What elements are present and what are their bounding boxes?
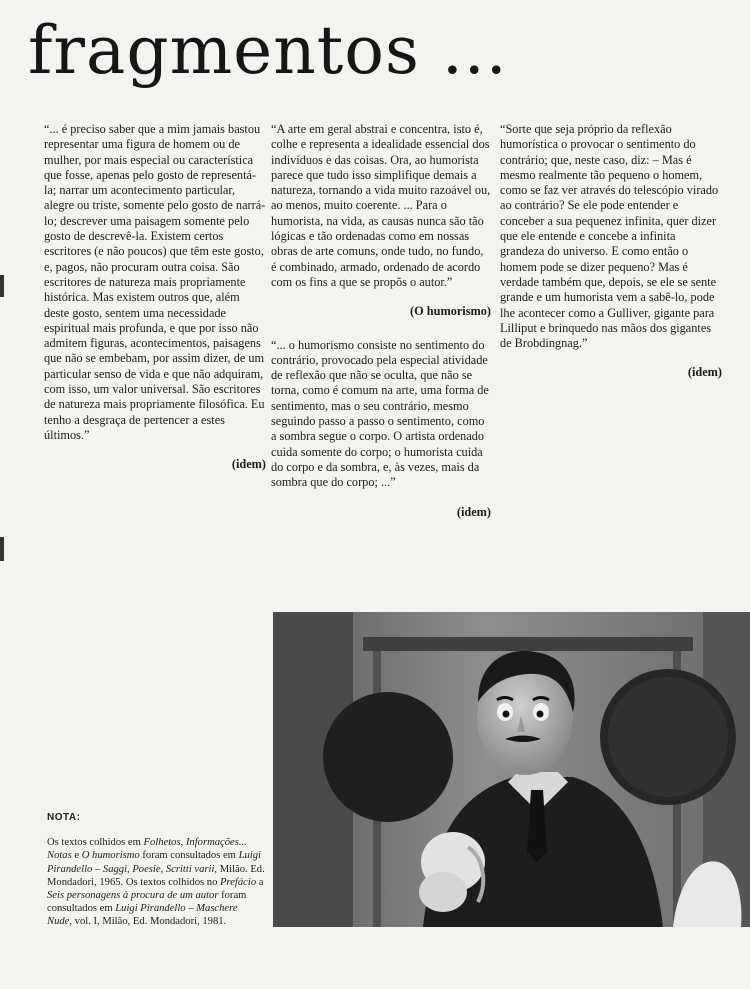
- quote-source: (idem): [231, 457, 266, 472]
- note-block: [47, 811, 265, 929]
- binder-mark: [0, 537, 4, 561]
- quote-source: (O humorismo): [410, 304, 491, 319]
- page-title: fragmentos ...: [28, 12, 508, 89]
- note-heading: NOTA:: [47, 812, 81, 823]
- quote-text: “A arte em geral abstrai e concentra, isto é, colhe e representa a idealidade essencial dos indivíduos e das coisas. Ora, ao humorista parece que tudo isso simplifique demais a natureza, tornando a vida muito razoável ou, ao menos, muito coerente. ... Para o humorista, na vida, as causas nunca são tão lógicas e tão ordenadas como em nossas obras de arte comuns, onde tudo, no fundo, é combinado, armado, ordenado de acordo com os fins a que se propõs o autor.”: [271, 122, 491, 289]
- column-1: [44, 122, 266, 473]
- quote-text: “... é preciso saber que a mim jamais bastou representar uma figura de homem ou de mulher, por mais especial ou característica que fosse, apenas pelo gosto de representá-la; narrar um acontecimento particular, alegre ou triste, somente pelo gosto de narrá-lo; descrever uma paisagem somente pelo gosto de descrevê-la. Existem certos escritores (e não poucos) que têm este gosto, e, pagos, não procuram outra coisa. São escritores de natureza mais propriamente histórica. Mas existem outros que, além deste gosto, sentem uma necessidade espiritual mais profunda, e que por isso não admitem figuras, acontecimentos, paisagens que não se embebam, por assim dizer, de um particular senso de vida e que não adquiram, com isso, um valor universal. São escritores de natureza mais propriamente filosófica. Eu tenho a desgraça de pertencer a estes últimos.”: [44, 122, 266, 442]
- quote-source: (idem): [687, 365, 722, 380]
- quote-text: “Sorte que seja próprio da reflexão humorística o provocar o sentimento do contrário; que, neste caso, diz: – Mas é mesmo realmente tão pequeno o homem, como se faz ver através do telescópio virado ao contrário? Se ele pode entender e conceber a sua pequenez infinita, quer dizer que ele entende e concebe a infinita grandeza do universo. E como então o homem pode se dizer pequeno? Mas é verdade também que, depois, se ele se sente grande e um humorista vem a sabê-lo, pode lhe acontecer como a Gulliver, gigante para Lilliput e brinquedo nas mãos dos gigantes de Brobdingnag.”: [500, 122, 719, 351]
- quote-source: (idem): [456, 504, 491, 519]
- column-2: [271, 122, 491, 520]
- quote-text: “... o humorismo consiste no sentimento do contrário, provocado pela especial atividade de reflexão que não se oculta, que não se torna, como é comum na arte, uma forma de sentimento, mas o seu contrário, mesmo seguindo passo a passo o sentimento, como a sombra segue o corpo. O artista ordenado cuida somente do corpo; o humorista cuida do corpo e da sombra, e, às vezes, mais da sombra que do corpo; ...”: [271, 337, 489, 490]
- binder-mark: [0, 275, 4, 297]
- column-3: [500, 122, 722, 381]
- actor-photo: [273, 612, 750, 927]
- note-text: Os textos colhidos em Folhetos, Informações... Notas e O humorismo foram consultados em Luigi Pirandello – Saggi, Poesie, Scritti varii, Milão. Ed. Mondadori, 1965. Os textos colhidos no Prefácio a Seis personagens à procura de um autor foram consultados em Luigi Pirandello – Maschere Nude, vol. I, Milão, Ed. Mondadori, 1981.: [47, 837, 265, 928]
